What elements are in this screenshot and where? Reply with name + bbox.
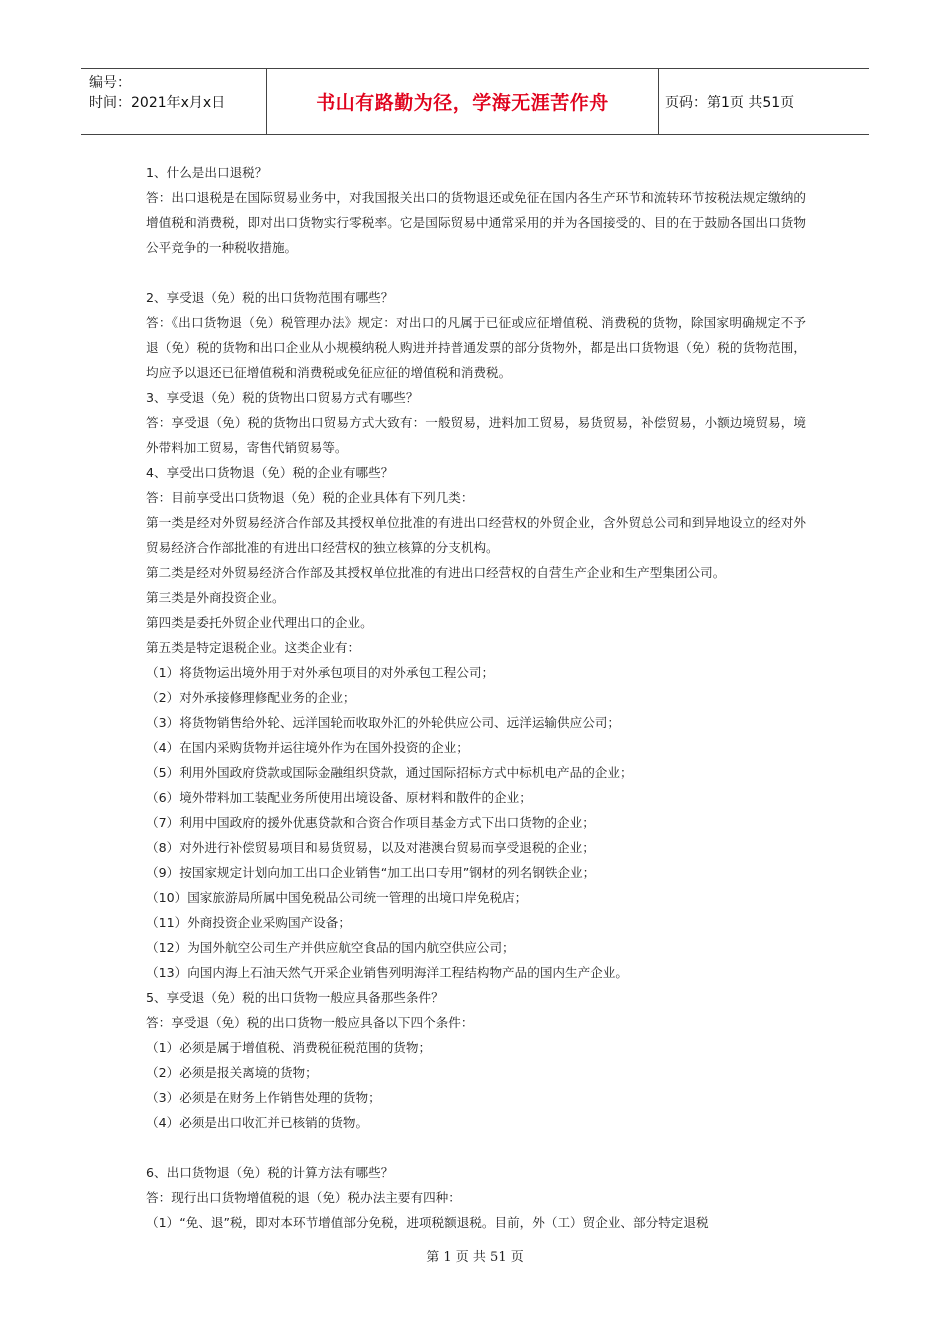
answer-paragraph: 第一类是经对外贸易经济合作部及其授权单位批准的有进出口经营权的外贸企业，含外贸总公司和到异地设立的经对外贸易经济合作部批准的有进出口经营权的独立核算的分支机构。: [146, 515, 806, 555]
number-label: 编号：: [89, 75, 131, 91]
list-item: （11）外商投资企业采购国产设备；: [146, 915, 351, 930]
list-item: （10）国家旅游局所属中国免税品公司统一管理的出境口岸免税店；: [146, 890, 528, 905]
answer-paragraph: 第五类是特定退税企业。这类企业有：: [146, 640, 361, 655]
answer-paragraph: 第四类是委托外贸企业代理出口的企业。: [146, 615, 373, 630]
list-item: （12）为国外航空公司生产并供应航空食品的国内航空供应公司；: [146, 940, 515, 955]
list-item: （1）“免、退”税，即对本环节增值部分免税，进项税额退税。目前，外（工）贸企业、部分特定退税: [146, 1215, 709, 1230]
spacer: [146, 1135, 806, 1160]
question-heading: 1、什么是出口退税？: [146, 165, 268, 180]
list-item: （5）利用外国政府贷款或国际金融组织贷款，通过国际招标方式中标机电产品的企业；: [146, 765, 633, 780]
answer-paragraph: 答：享受退（免）税的货物出口贸易方式大致有：一般贸易，进料加工贸易，易货贸易，补偿贸易，小额边境贸易，境外带料加工贸易，寄售代销贸易等。: [146, 415, 806, 455]
answer-paragraph: 答：享受退（免）税的出口货物一般应具备以下四个条件：: [146, 1015, 474, 1030]
page-footer: 第 1 页 共 51 页: [426, 1250, 524, 1265]
header-motto: 书山有路勤为径，学海无涯苦作舟: [316, 92, 609, 114]
list-item: （1）将货物运出境外用于对外承包项目的对外承包工程公司；: [146, 665, 495, 680]
header-page-info: 页码：第1页 共51页: [665, 94, 795, 111]
list-item: （4）在国内采购货物并运往境外作为在国外投资的企业；: [146, 740, 469, 755]
question-heading: 5、享受退（免）税的出口货物一般应具备那些条件？: [146, 990, 444, 1005]
list-item: （2）对外承接修理修配业务的企业；: [146, 690, 356, 705]
spacer: [146, 260, 806, 285]
list-item: （9）按国家规定计划向加工出口企业销售“加工出口专用”钢材的列名钢铁企业；: [146, 865, 596, 880]
header-divider: [658, 69, 659, 134]
question-heading: 3、享受退（免）税的货物出口贸易方式有哪些？: [146, 390, 419, 405]
list-item: （13）向国内海上石油天然气开采企业销售列明海洋工程结构物产品的国内生产企业。: [146, 965, 628, 980]
answer-paragraph: 答：现行出口货物增值税的退（免）税办法主要有四种：: [146, 1190, 461, 1205]
list-item: （2）必须是报关离境的货物；: [146, 1065, 318, 1080]
question-heading: 4、享受出口货物退（免）税的企业有哪些？: [146, 465, 394, 480]
time-label: 时间：2021年x月x日: [89, 95, 226, 111]
list-item: （3）将货物销售给外轮、远洋国轮而收取外汇的外轮供应公司、远洋运输供应公司；: [146, 715, 620, 730]
document-body: [146, 160, 806, 1235]
list-item: （8）对外进行补偿贸易项目和易货贸易，以及对港澳台贸易而享受退税的企业；: [146, 840, 595, 855]
answer-paragraph: 答：《出口货物退（免）税管理办法》规定：对出口的凡属于已征或应征增值税、消费税的货物，除国家明确规定不予退（免）税的货物和出口企业从小规模纳税人购进并持普通发票的部分货物外，都是出口货物退（免）税的货物范围，均应予以退还已征增值税和消费税或免征应征的增值税和消费税。: [146, 315, 806, 380]
answer-paragraph: 第二类是经对外贸易经济合作部及其授权单位批准的有进出口经营权的自营生产企业和生产型集团公司。: [146, 565, 726, 580]
answer-paragraph: 答：目前享受出口货物退（免）税的企业具体有下列几类：: [146, 490, 474, 505]
header-meta: [89, 73, 225, 113]
page-header: [81, 68, 869, 135]
list-item: （4）必须是出口收汇并已核销的货物。: [146, 1115, 369, 1130]
list-item: （6）境外带料加工装配业务所使用出境设备、原材料和散件的企业；: [146, 790, 532, 805]
question-heading: 2、享受退（免）税的出口货物范围有哪些？: [146, 290, 394, 305]
list-item: （3）必须是在财务上作销售处理的货物；: [146, 1090, 381, 1105]
list-item: （1）必须是属于增值税、消费税征税范围的货物；: [146, 1040, 432, 1055]
answer-paragraph: 第三类是外商投资企业。: [146, 590, 285, 605]
question-heading: 6、出口货物退（免）税的计算方法有哪些？: [146, 1165, 394, 1180]
list-item: （7）利用中国政府的援外优惠贷款和合资合作项目基金方式下出口货物的企业；: [146, 815, 595, 830]
answer-paragraph: 答：出口退税是在国际贸易业务中，对我国报关出口的货物退还或免征在国内各生产环节和流转环节按税法规定缴纳的增值税和消费税，即对出口货物实行零税率。它是国际贸易中通常采用的并为各国接受的、目的在于鼓励各国出口货物公平竞争的一种税收措施。: [146, 190, 806, 255]
